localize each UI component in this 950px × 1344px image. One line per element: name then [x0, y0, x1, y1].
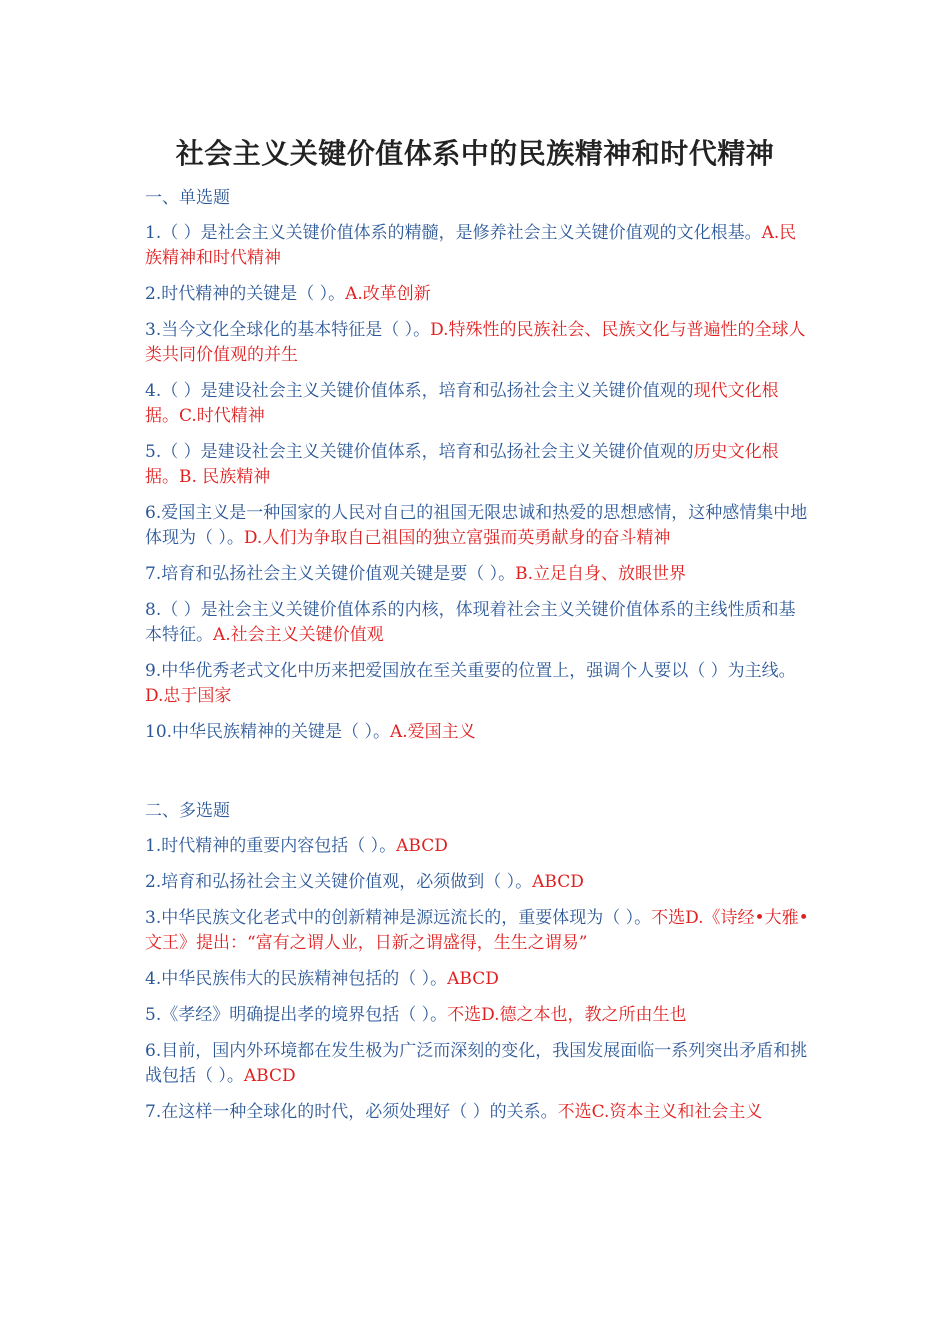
question-text: 8.（ ）是社会主义关键价值体系的内核，体现着社会主义关键价值体系的主线性质和基本特征。	[145, 600, 796, 645]
question-text: 5.《孝经》明确提出孝的境界包括（ ）。	[145, 1005, 448, 1025]
section-heading-single-choice: 一、单选题	[145, 188, 230, 208]
question-text: 3.当今文化全球化的基本特征是（ ）。	[145, 320, 431, 340]
question-answer: ABCD	[532, 872, 584, 892]
question-answer: B.立足自身、放眼世界	[515, 564, 687, 584]
question-item	[145, 870, 810, 895]
document-body	[145, 182, 810, 1136]
question-answer: ABCD	[447, 969, 499, 989]
question-answer: 不选C.资本主义和社会主义	[557, 1102, 763, 1122]
question-text: 9.中华优秀老式文化中历来把爱国放在至关重要的位置上，强调个人要以（ ）为主线。	[145, 661, 796, 681]
question-answer: D.人们为争取自己祖国的独立富强而英勇献身的奋斗精神	[243, 528, 671, 548]
question-answer: A.社会主义关键价值观	[213, 625, 384, 645]
question-answer: A.民族精神和时代精神	[145, 223, 797, 268]
question-text: 7.培育和弘扬社会主义关键价值观关键是要（ ）。	[145, 564, 516, 584]
question-text: 10.中华民族精神的关键是（ ）。	[145, 722, 390, 742]
question-text: 5.（ ）是建设社会主义关键价值体系，培育和弘扬社会主义关键价值观的	[145, 442, 694, 462]
question-item	[145, 562, 810, 587]
question-item	[145, 1003, 810, 1028]
question-item	[145, 379, 810, 429]
question-answer: A.爱国主义	[389, 722, 476, 742]
question-item	[145, 834, 810, 859]
question-item	[145, 501, 810, 551]
question-answer: D.特殊性的民族社会、民族文化与普遍性的全球人类共同价值观的并生	[145, 320, 806, 365]
question-item	[145, 906, 810, 956]
question-item	[145, 720, 810, 745]
question-item	[145, 967, 810, 992]
question-item	[145, 440, 810, 490]
question-text: 7.在这样一种全球化的时代，必须处理好（ ）的关系。	[145, 1102, 558, 1122]
question-item	[145, 1100, 810, 1125]
question-text: 2.培育和弘扬社会主义关键价值观，必须做到（ ）。	[145, 872, 533, 892]
section-spacer	[145, 756, 810, 795]
section-heading-multiple-choice: 二、多选题	[145, 801, 230, 821]
question-answer: 现代文化根据。C.时代精神	[145, 381, 779, 426]
question-text: 4.（ ）是建设社会主义关键价值体系，培育和弘扬社会主义关键价值观的	[145, 381, 694, 401]
question-text: 3.中华民族文化老式中的创新精神是源远流长的，重要体现为（ ）。	[145, 908, 652, 928]
question-answer: 历史文化根据。B. 民族精神	[145, 442, 779, 487]
question-text: 1.时代精神的重要内容包括（ ）。	[145, 836, 397, 856]
question-text: 6.爱国主义是一种国家的人民对自己的祖国无限忠诚和热爱的思想感情，这种感情集中地体现为（ ）。	[145, 503, 808, 548]
question-answer: D.忠于国家	[145, 686, 232, 706]
question-answer: ABCD	[243, 1066, 296, 1086]
question-item	[145, 1039, 810, 1089]
question-answer: 不选D.德之本也，教之所由生也	[447, 1005, 687, 1025]
question-answer: 不选D.《诗经•大雅•文王》提出：“富有之谓人业，日新之谓盛得，生生之谓易”	[145, 908, 809, 953]
question-item	[145, 598, 810, 648]
question-item	[145, 318, 810, 368]
question-item	[145, 282, 810, 307]
question-answer: A.改革创新	[345, 284, 431, 304]
question-item	[145, 221, 810, 271]
question-text: 2.时代精神的关键是（ ）。	[145, 284, 346, 304]
question-answer: ABCD	[396, 836, 448, 856]
question-item	[145, 659, 810, 709]
document-title: 社会主义关键价值体系中的民族精神和时代精神	[175, 137, 775, 170]
question-text: 6.目前，国内外环境都在发生极为广泛而深刻的变化，我国发展面临一系列突出矛盾和挑战包括（ ）。	[145, 1041, 808, 1086]
question-text: 4.中华民族伟大的民族精神包括的（ ）。	[145, 969, 448, 989]
question-text: 1.（ ）是社会主义关键价值体系的精髓，是修养社会主义关键价值观的文化根基。	[145, 223, 762, 243]
